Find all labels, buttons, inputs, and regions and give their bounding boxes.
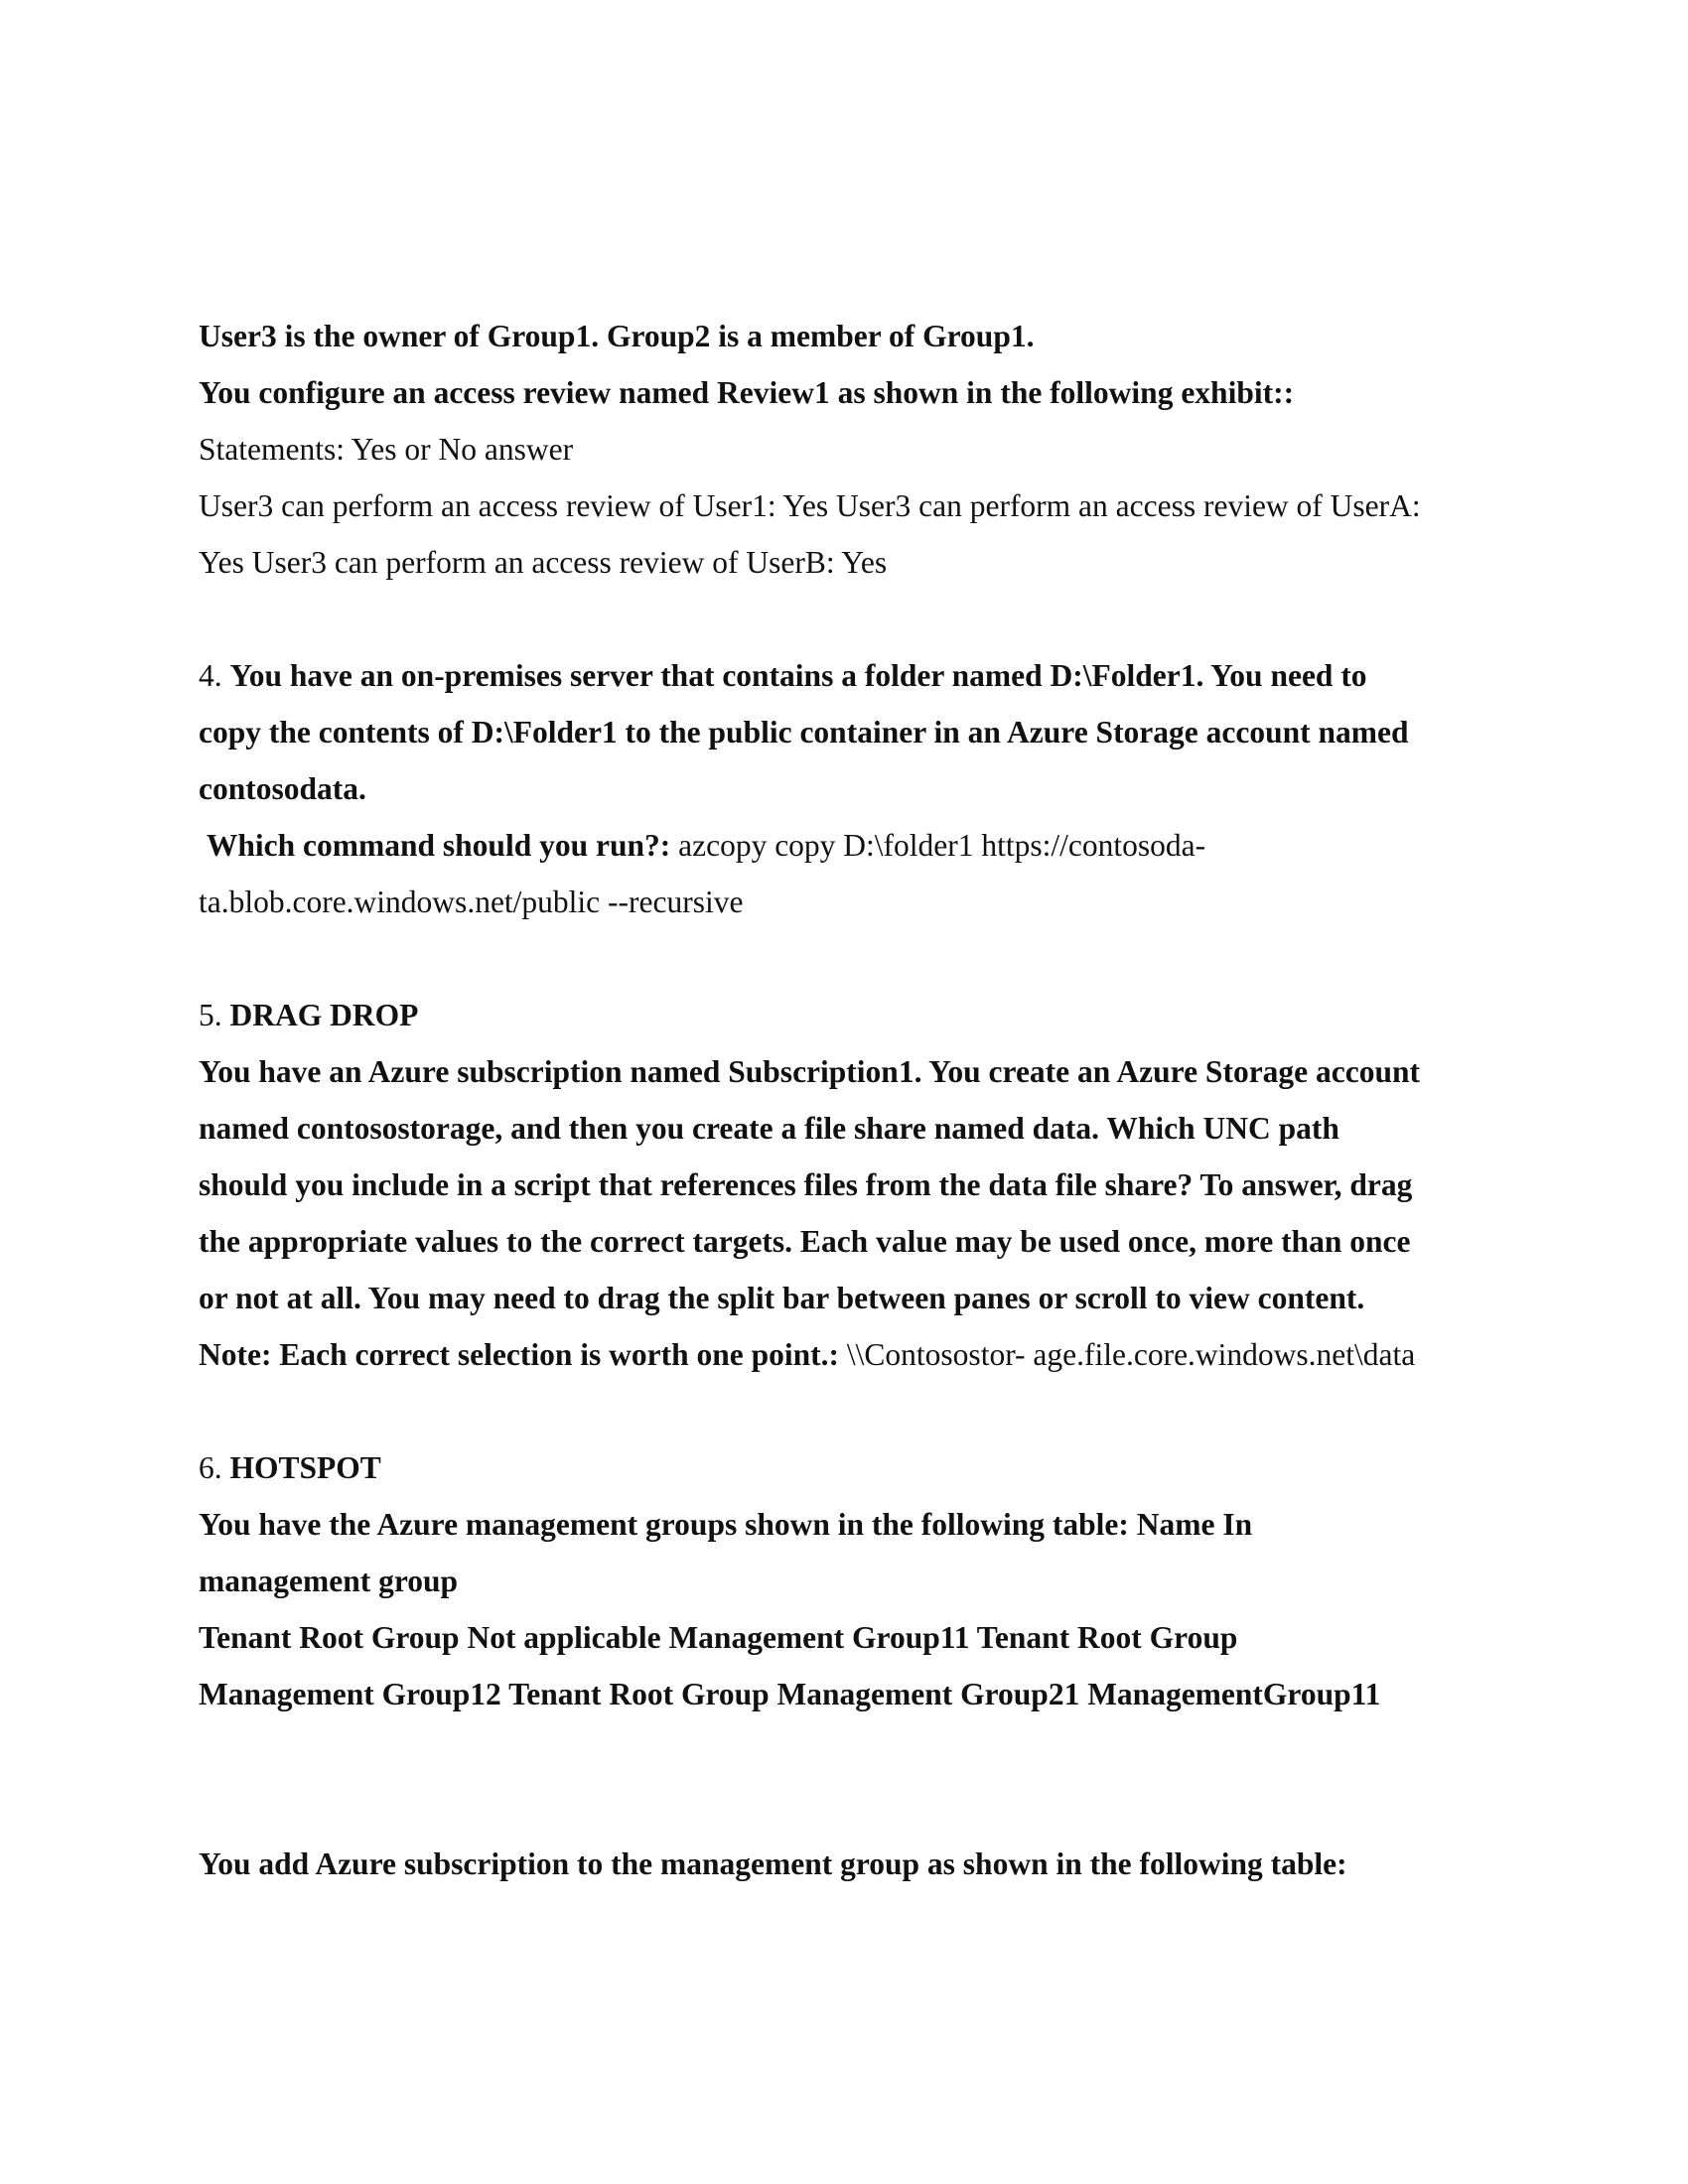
q6-line-3: Tenant Root Group Not applicable Management Group11 Tenant Root Group [199, 1620, 1238, 1655]
q5-line-2: named contosostorage, and then you create a file share named data. Which UNC path [199, 1111, 1339, 1146]
q6-title: HOTSPOT [229, 1450, 381, 1485]
q4-line-2: copy the contents of D:\Folder1 to the public container in an Azure Storage account named [199, 715, 1409, 750]
q6-line-1: You have the Azure management groups shown in the following table: Name In [199, 1507, 1253, 1542]
q6-line-4: Management Group12 Tenant Root Group Management Group21 ManagementGroup11 [199, 1677, 1381, 1711]
q5-line-3: should you include in a script that references files from the data file share? To answer, drag [199, 1167, 1413, 1202]
q6-number: 6. [199, 1450, 222, 1485]
q6-header [199, 1439, 1509, 1496]
q4-text-1: You have an on-premises server that contains a folder named D:\Folder1. You need to [229, 658, 1367, 693]
q3-context-line-2: You configure an access review named Review1 as shown in the following exhibit:: [199, 375, 1295, 410]
q5-number: 5. [199, 998, 222, 1032]
q4-number: 4. [199, 658, 222, 693]
q5-title: DRAG DROP [229, 998, 419, 1032]
q4-question-label: Which command should you run?: [206, 828, 671, 863]
q5-header [199, 987, 1509, 1043]
q5-line-5: or not at all. You may need to drag the split bar between panes or scroll to view content. [199, 1281, 1365, 1315]
q6-line-5: You add Azure subscription to the management group as shown in the following table: [199, 1846, 1347, 1881]
spacer [199, 1383, 1509, 1439]
q3-answer-line-1: User3 can perform an access review of User1: Yes User3 can perform an access review of UserA: [199, 488, 1421, 523]
q4-line-1 [199, 647, 1509, 704]
spacer [199, 591, 1509, 647]
q5-note-line [199, 1326, 1509, 1383]
spacer [199, 930, 1509, 987]
q5-line-4: the appropriate values to the correct targets. Each value may be used once, more than once [199, 1224, 1411, 1259]
q4-line-3: contosodata. [199, 771, 366, 806]
q3-context-line-1: User3 is the owner of Group1. Group2 is a member of Group1. [199, 319, 1035, 353]
q5-answer: \\Contosostor- age.file.core.windows.net\data [846, 1337, 1416, 1372]
q4-question-line [199, 817, 1509, 874]
q5-note-label: Note: Each correct selection is worth one point.: [199, 1337, 840, 1372]
q6-line-2: management group [199, 1564, 459, 1598]
q5-line-1: You have an Azure subscription named Subscription1. You create an Azure Storage account [199, 1054, 1421, 1089]
spacer [199, 1722, 1509, 1836]
q3-answer-line-2: Yes User3 can perform an access review of UserB: Yes [199, 545, 888, 580]
q4-answer-2: ta.blob.core.windows.net/public --recursive [199, 885, 744, 919]
document-page [199, 308, 1509, 1892]
q4-answer-1: azcopy copy D:\folder1 https://contosoda- [678, 828, 1206, 863]
q3-statements-label: Statements: Yes or No answer [199, 432, 574, 467]
